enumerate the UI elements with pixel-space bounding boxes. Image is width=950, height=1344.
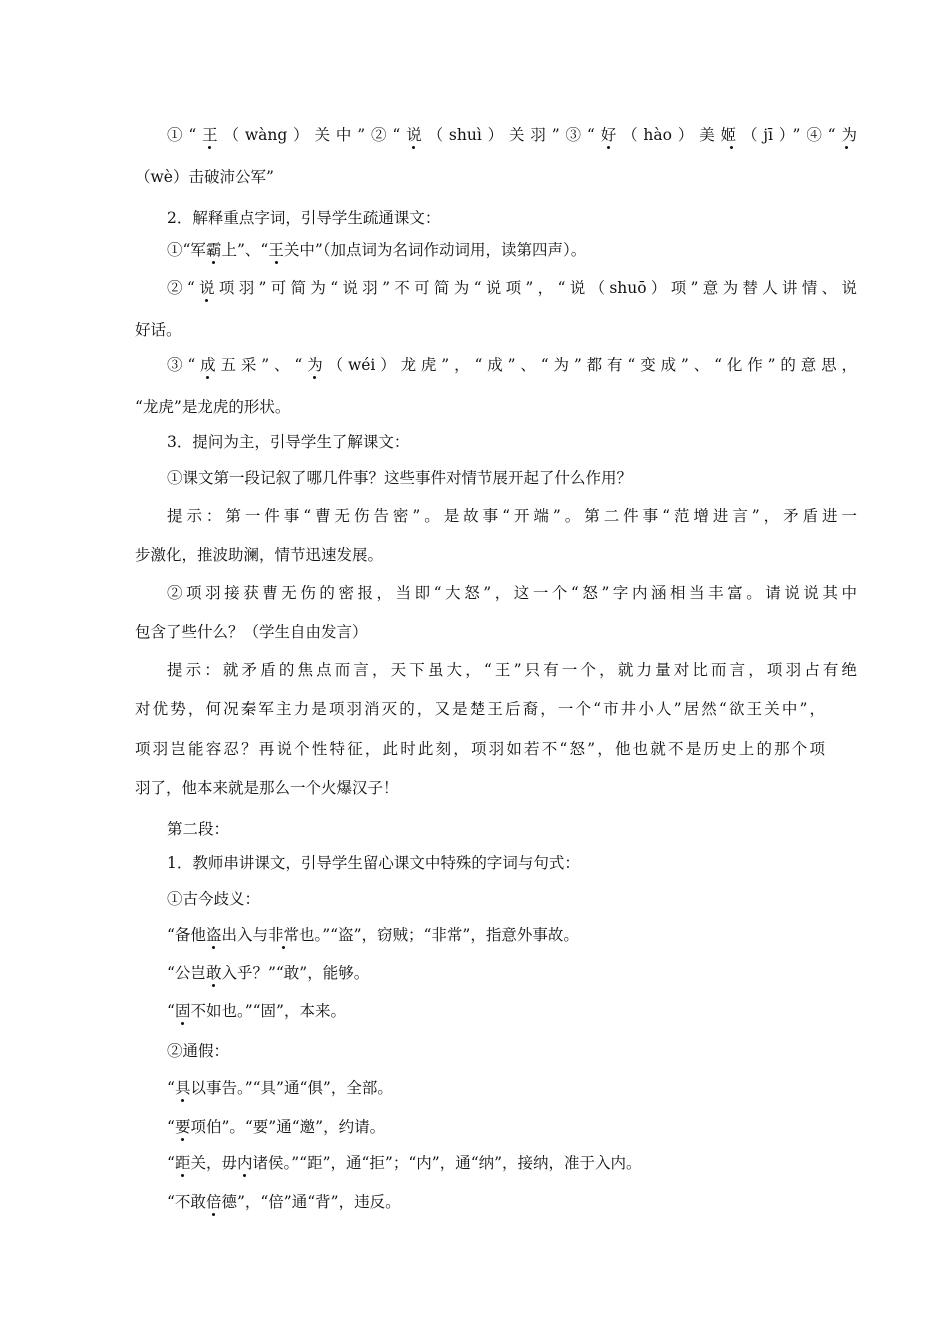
section-title-2: 第二段： (167, 820, 230, 838)
text-line-18: 羽了，他本来就是那么一个火爆汉子！ (135, 779, 399, 797)
text-line-16: 对优势，何况秦军主力是项羽消灭的，又是楚王后裔，一个“市井小人”居然“欲王关中”， (135, 700, 825, 718)
text-line-23: “公岂敢入乎？”“敢”，能够。 (167, 964, 370, 982)
text-line-29: “不敢倍德”，“倍”通“背”，违反。 (167, 1193, 401, 1211)
text-line-7: ③“成五采”、“为（wéi）龙虎”，“成”、“为”都有“变成”、“化作”的意思， (167, 356, 857, 374)
text-line-28: “距关，毋内诸侯。”“距”，通“拒”；“内”，通“纳”，接纳，准于入内。 (167, 1154, 642, 1172)
text-line-5: ②“说项羽”可简为“说羽”不可简为“说项”，“说（shuō）项”意为替人讲情、说 (167, 279, 857, 297)
text-line-8: “龙虎”是龙虎的形状。 (135, 398, 291, 416)
text-line-6: 好话。 (135, 321, 182, 339)
text-line-25: ②通假： (167, 1042, 230, 1060)
section-heading-3: 3．提问为主，引导学生了解课文： (167, 433, 410, 451)
text-line-24: “固不如也。”“固”，本来。 (167, 1002, 346, 1020)
text-line-1: ①“王（wàng）关中”②“说（shuì）关羽”③“好（hào）美姬（jī）”④“为 (167, 126, 857, 144)
text-line-13: ②项羽接获曹无伤的密报，当即“大怒”，这一个“怒”字内涵相当丰富。请说说其中 (167, 584, 857, 602)
text-line-26: “具以事告。”“具”通“俱”，全部。 (167, 1079, 393, 1097)
text-line-12: 步激化，推波助澜，情节迅速发展。 (135, 546, 384, 564)
text-line-4: ①“军霸上”、“王关中”（加点词为名词作动词用，读第四声）。 (167, 241, 587, 259)
text-line-27: “要项伯”。“要”通“邀”，约请。 (167, 1118, 386, 1136)
text-line-20: 1．教师串讲课文，引导学生留心课文中特殊的字词与句式： (167, 854, 580, 872)
text-line-2: （wè）击破沛公军” (135, 168, 274, 186)
text-line-15: 提示：就矛盾的焦点而言，天下虽大，“王”只有一个，就力量对比而言，项羽占有绝 (167, 661, 857, 679)
text-line-21: ①古今歧义： (167, 890, 261, 908)
section-heading-2: 2．解释重点字词，引导学生疏通课文： (167, 209, 441, 227)
text-line-10: ①课文第一段记叙了哪几件事？这些事件对情节展开起了什么作用？ (167, 469, 633, 487)
text-line-14: 包含了些什么？（学生自由发言） (135, 623, 368, 641)
text-line-22: “备他盗出入与非常也。”“盗”，窃贼；“非常”，指意外事故。 (167, 926, 579, 944)
text-line-17: 项羽岂能容忍？再说个性特征，此时此刻，项羽如若不“怒”，他也就不是历史上的那个项 (135, 740, 825, 758)
text-line-11: 提示：第一件事“曹无伤告密”。是故事“开端”。第二件事“范增进言”，矛盾进一 (167, 507, 857, 525)
